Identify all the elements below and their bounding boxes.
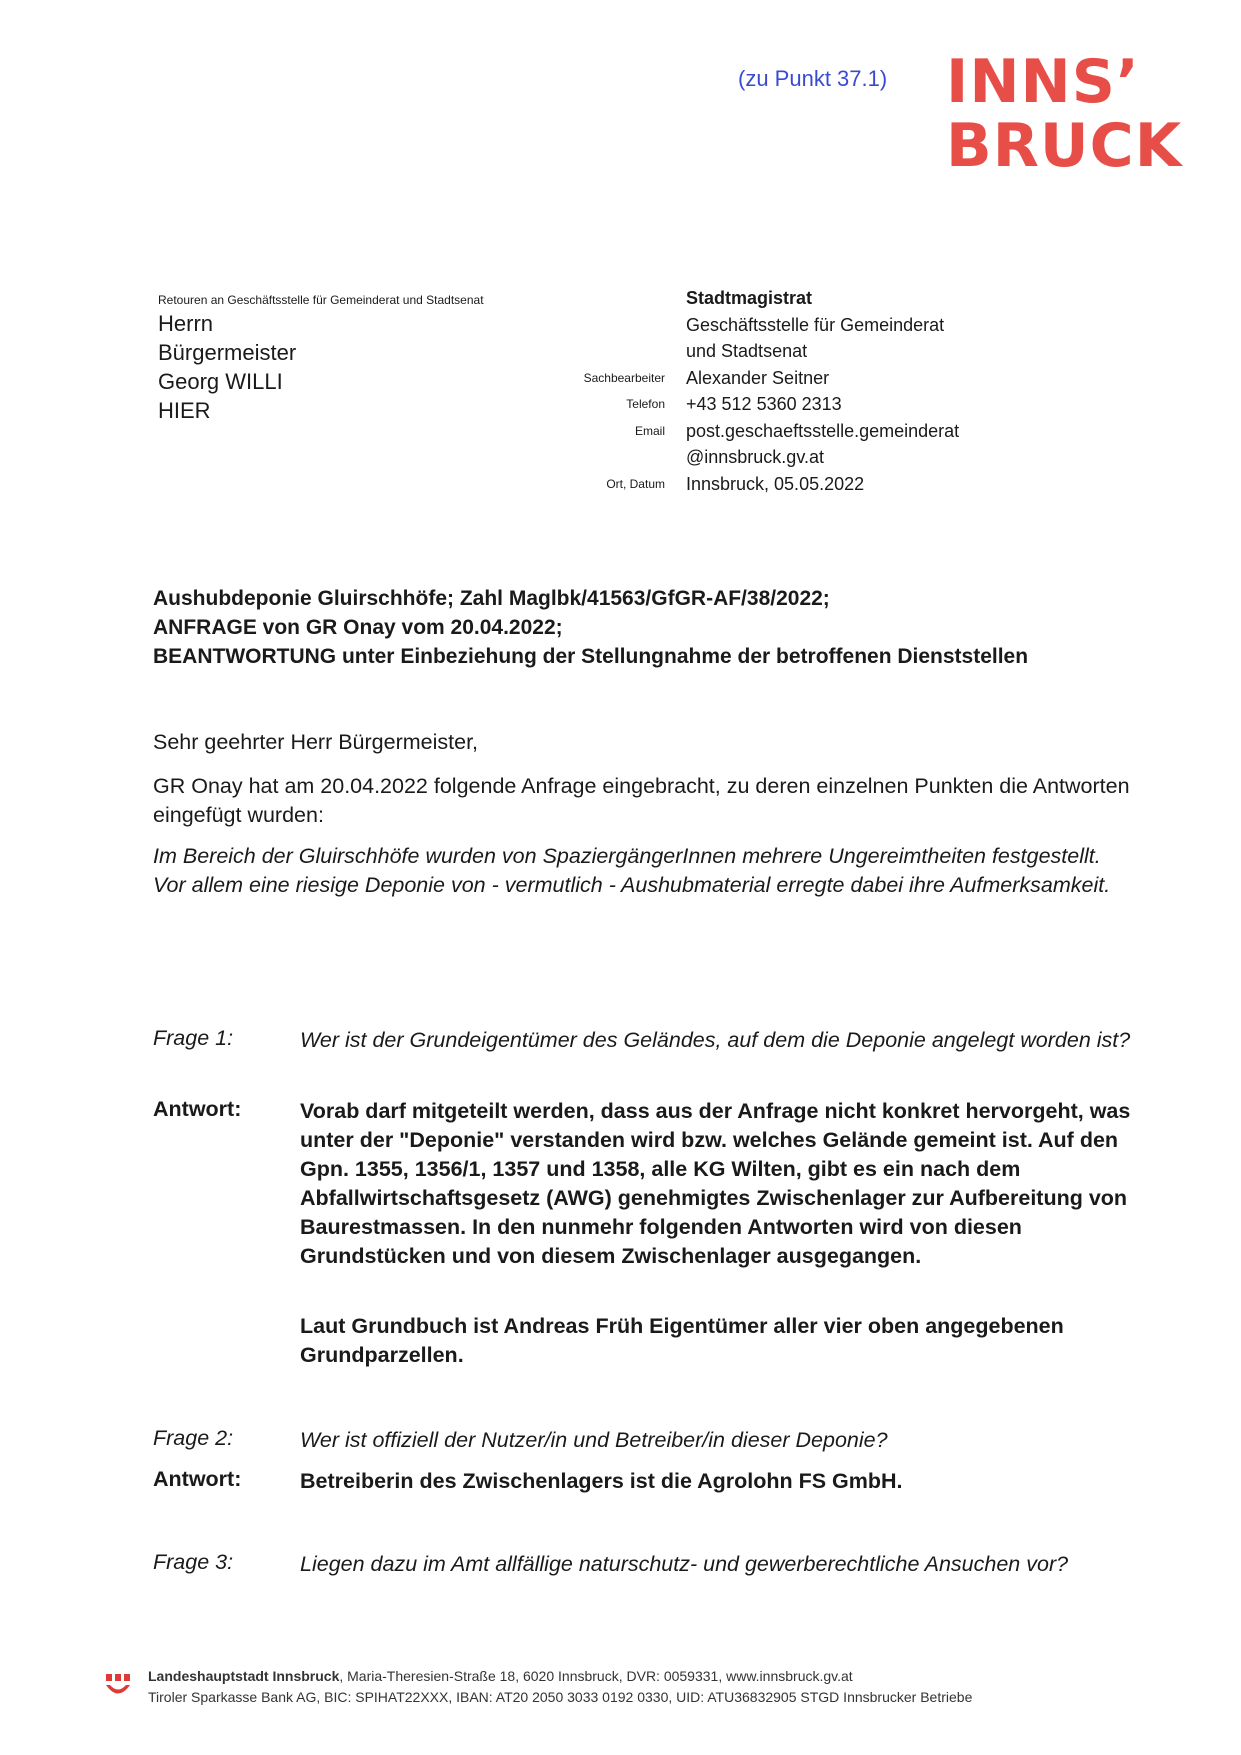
footer-org: Landeshauptstadt Innsbruck xyxy=(148,1668,340,1684)
answer-1-label: Antwort: xyxy=(153,1097,242,1121)
recipient-line: Bürgermeister xyxy=(158,340,297,365)
footer-address: , Maria-Theresien-Straße 18, 6020 Innsbruck, DVR: 0059331, www.innsbruck.gv.at xyxy=(339,1668,853,1684)
question-3-label: Frage 3: xyxy=(153,1550,234,1574)
crest-icon xyxy=(104,1672,132,1698)
question-2-text: Wer ist offiziell der Nutzer/in und Betreiber/in dieser Deponie? xyxy=(300,1428,888,1452)
sender-email-line1: post.geschaeftsstelle.gemeinderat xyxy=(686,420,960,441)
answer-1-text-2: Laut Grundbuch ist Andreas Früh Eigentümer aller vier oben angegebenen Grundparzellen. xyxy=(300,1314,1064,1367)
place-date-label: Ort, Datum xyxy=(606,477,665,491)
answer-1-text: Vorab darf mitgeteilt werden, dass aus der Anfrage nicht konkret hervorgeht, was unter der "Deponie" verstanden wird bzw. welches Gelände gemeint ist. Auf den Gpn. 1355, 1356/1, 1357 und 1358, alle KG Wilten, gibt es ein nach dem Abfallwirtschaftsgesetz (AWG) genehmigtes Zwischenlager zur Aufbereitung von Baurestmassen. In den nunmehr folgenden Antworten wird von diesen Grundstücken und von diesem Zwischenlager ausgegangen. xyxy=(300,1099,1131,1268)
question-2-label: Frage 2: xyxy=(153,1426,234,1450)
phone-label: Telefon xyxy=(626,397,665,411)
subject xyxy=(153,584,1133,671)
sender-dept-line2: und Stadtsenat xyxy=(686,341,808,361)
footer-text xyxy=(148,1666,972,1708)
innsbruck-logo xyxy=(946,47,1186,184)
question-1-label: Frage 1: xyxy=(153,1026,234,1050)
sender-dept-line1: Geschäftsstelle für Gemeinderat xyxy=(686,314,945,335)
sender-phone: +43 512 5360 2313 xyxy=(686,394,842,414)
recipient-line: Herrn xyxy=(158,311,214,336)
return-note: Retouren an Geschäftsstelle für Gemeinderat und Stadtsenat xyxy=(158,293,484,307)
sender-clerk: Alexander Seitner xyxy=(686,367,830,388)
question-3-text: Liegen dazu im Amt allfällige naturschutz- und gewerberechtliche Ansuchen vor? xyxy=(300,1552,1069,1576)
salutation: Sehr geehrter Herr Bürgermeister, xyxy=(153,730,479,754)
subject-line3: BEANTWORTUNG unter Einbeziehung der Stellungnahme der betroffenen Dienststellen xyxy=(153,645,1029,668)
answer-2-label: Antwort: xyxy=(153,1467,242,1491)
inquiry-quote: Im Bereich der Gluirschhöfe wurden von SpaziergängerInnen mehrere Ungereimtheiten festgestellt. Vor allem eine riesige Deponie von - vermutlich - Aushubmaterial erregte dabei ihre Aufmerksamkeit. xyxy=(153,844,1111,897)
question-1-text: Wer ist der Grundeigentümer des Geländes, auf dem die Deponie angelegt worden ist? xyxy=(300,1028,1131,1052)
logo-line-2: BRUCK xyxy=(946,111,1183,181)
sender-org: Stadtmagistrat xyxy=(686,288,813,308)
subject-line2: ANFRAGE von GR Onay vom 20.04.2022; xyxy=(153,616,563,639)
clerk-label: Sachbearbeiter xyxy=(583,371,665,385)
logo-line-1: INNS’ xyxy=(946,47,1140,117)
sender-email-line2: @innsbruck.gv.at xyxy=(686,447,824,467)
recipient-address xyxy=(158,309,296,425)
email-label: Email xyxy=(634,424,665,438)
answer-2-text: Betreiberin des Zwischenlagers ist die Agrolohn FS GmbH. xyxy=(300,1469,903,1493)
reference-note: (zu Punkt 37.1) xyxy=(738,66,888,91)
intro-paragraph: GR Onay hat am 20.04.2022 folgende Anfrage eingebracht, zu deren einzelnen Punkten die Antworten eingefügt wurden: xyxy=(153,774,1130,827)
sender-place-date: Innsbruck, 05.05.2022 xyxy=(686,473,865,494)
sender-block xyxy=(686,285,959,497)
footer-bank: Tiroler Sparkasse Bank AG, BIC: SPIHAT22XXX, IBAN: AT20 2050 3033 0192 0330, UID: ATU36832905 STGD Innsbrucker Betriebe xyxy=(148,1689,973,1705)
recipient-line: Georg WILLI xyxy=(158,369,283,394)
recipient-line: HIER xyxy=(158,398,211,423)
subject-line1: Aushubdeponie Gluirschhöfe; Zahl Maglbk/41563/GfGR-AF/38/2022; xyxy=(153,587,830,610)
